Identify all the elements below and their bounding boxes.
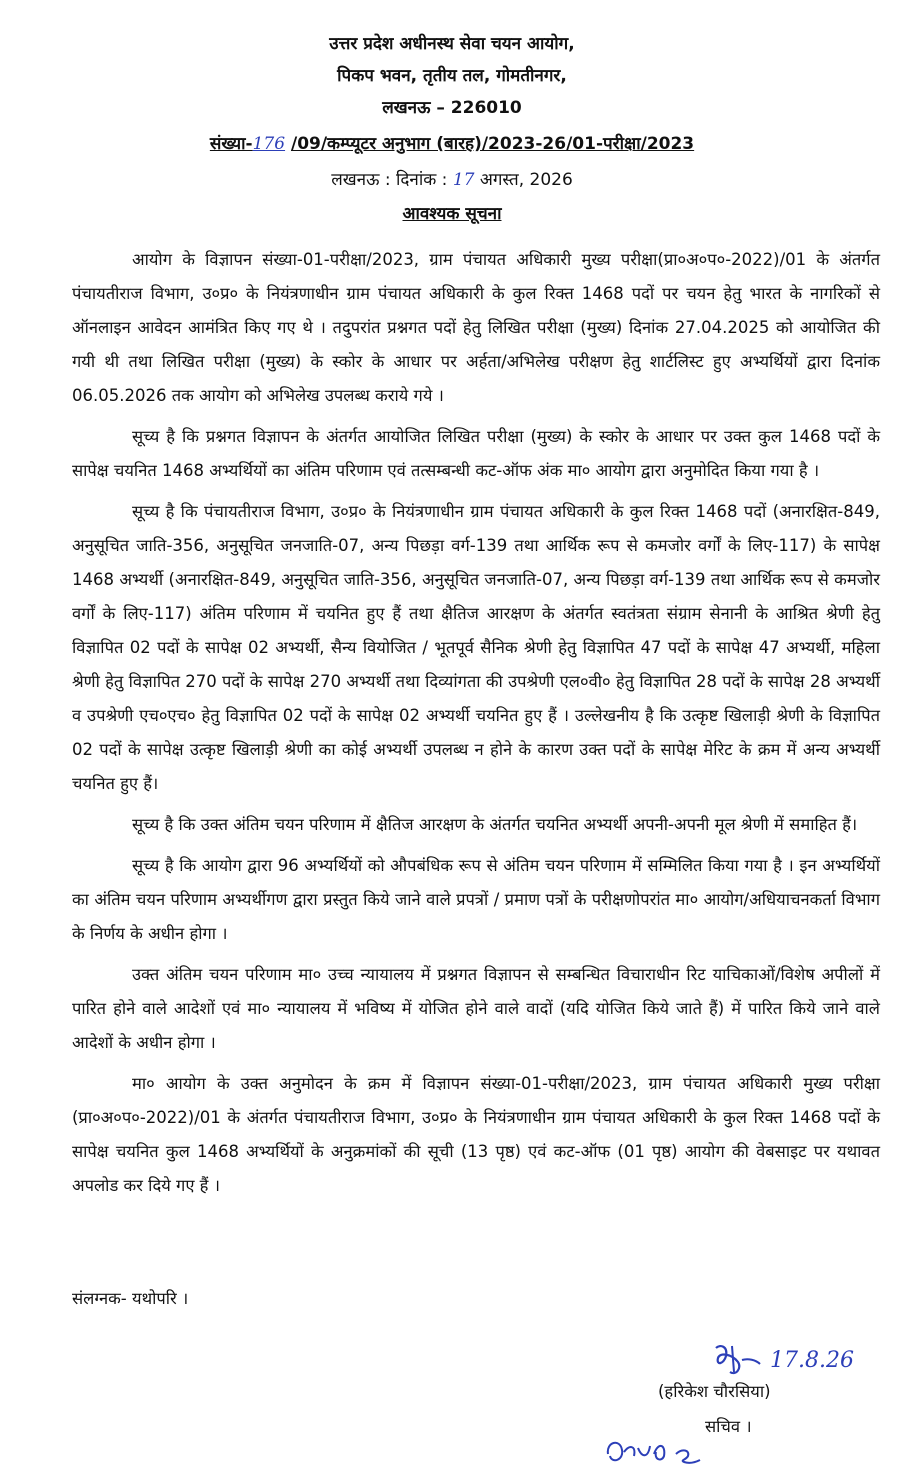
initials-scrawl — [602, 1434, 712, 1468]
signature-date-handwritten: 17.8.26 — [770, 1348, 854, 1373]
letterhead — [0, 28, 904, 124]
paragraph: उक्त अंतिम चयन परिणाम मा० उच्च न्यायालय में प्रश्नगत विज्ञापन से सम्बन्धित विचाराधीन रिट याचिकाओं/विशेष अपीलों में पारित होने वाले आदेशों एवं मा० न्यायालय में भविष्य में योजित होने वाले वादों (यदि योजित किये जाते हैं) में पारित किये जाने वाले आदेशों के अधीन होगा । — [72, 965, 880, 1052]
signatory-name: (हरिकेश चौरसिया) — [658, 1382, 771, 1401]
paragraph: सूच्य है कि पंचायतीराज विभाग, उ०प्र० के नियंत्रणाधीन ग्राम पंचायत अधिकारी के कुल रिक्त 1468 पदों (अनारक्षित-849, अनुसूचित जाति-356, अनुसूचित जनजाति-07, अन्य पिछड़ा वर्ग-139 तथा आर्थिक रूप से कमजोर वर्गों के लिए-117) के सापेक्ष 1468 अभ्यर्थी (अनारक्षित-849, अनुसूचित जाति-356, अनुसूचित जनजाति-07, अन्य पिछड़ा वर्ग-139 तथा आर्थिक रूप से कमजोर वर्गों के लिए-117) अंतिम परिणाम में चयनित हुए हैं तथा क्षैतिज आरक्षण के अंतर्गत स्वतंत्रता संग्राम सेनानी के आश्रित श्रेणी हेतु विज्ञापित 02 पदों के सापेक्ष 02 अभ्यर्थी, सैन्य वियोजित / भूतपूर्व सैनिक श्रेणी हेतु विज्ञापित 47 पदों के सापेक्ष 47 अभ्यर्थी, महिला श्रेणी हेतु विज्ञापित 270 पदों के सापेक्ष 270 अभ्यर्थी तथा दिव्यांगता की उपश्रेणी एल०वी० हेतु विज्ञापित 28 पदों के सापेक्ष 28 अभ्यर्थी व उपश्रेणी एच०एच० हेतु विज्ञापित 02 पदों के सापेक्ष 02 अभ्यर्थी चयनित हुए हैं । उल्लेखनीय है कि उत्कृष्ट खिलाड़ी श्रेणी के विज्ञापित 02 पदों के सापेक्ष उत्कृष्ट खिलाड़ी श्रेणी का कोई अभ्यर्थी उपलब्ध न होने के कारण उक्त पदों के सापेक्ष मेरिट के क्रम में अन्य अभ्यर्थी चयनित हुए हैं। — [72, 502, 880, 793]
paragraph: मा० आयोग के उक्त अनुमोदन के क्रम में विज्ञापन संख्या-01-परीक्षा/2023, ग्राम पंचायत अधिकारी मुख्य परीक्षा (प्रा०अ०प०-2022)/01 के अंतर्गत पंचायतीराज विभाग, उ०प्र० के नियंत्रणाधीन ग्राम पंचायत अधिकारी के कुल रिक्त 1468 पदों के सापेक्ष चयनित कुल 1468 अभ्यर्थियों के अनुक्रमांकों की सूची (13 पृष्ठ) एवं कट-ऑफ (01 पृष्ठ) आयोग की वेबसाइट पर यथावत अपलोड कर दिये गए हैं । — [72, 1074, 880, 1195]
date-suffix: अगस्त, 2026 — [479, 170, 573, 190]
letterhead-address: पिकप भवन, तृतीय तल, गोमतीनगर, — [337, 66, 567, 86]
reference-number — [0, 131, 904, 154]
paragraph: आयोग के विज्ञापन संख्या-01-परीक्षा/2023, ग्राम पंचायत अधिकारी मुख्य परीक्षा(प्रा०अ०प०-2022)/01 के अंतर्गत पंचायतीराज विभाग, उ०प्र० के नियंत्रणाधीन ग्राम पंचायत अधिकारी के कुल रिक्त 1468 पदों पर चयन हेतु भारत के नागरिकों से ऑनलाइन आवेदन आमंत्रित किए गए थे । तदुपरांत प्रश्नगत पदों हेतु लिखित परीक्षा (मुख्य) दिनांक 27.04.2025 को आयोजित की गयी थी तथा लिखित परीक्षा (मुख्य) के स्कोर के आधार पर अर्हता/अभिलेख परीक्षण हेतु शार्टलिस्ट हुए अभ्यर्थियों द्वारा दिनांक 06.05.2026 तक आयोग को अभिलेख उपलब्ध कराये गये । — [72, 250, 880, 405]
notice-body — [72, 243, 880, 1210]
date-day-handwritten: 17 — [452, 170, 475, 190]
date-line — [0, 167, 904, 190]
signatory-designation: सचिव । — [705, 1417, 752, 1436]
date-prefix: लखनऊ : दिनांक : — [331, 170, 448, 190]
letterhead-org-name: उत्तर प्रदेश अधीनस्थ सेवा चयन आयोग, — [329, 34, 575, 54]
reference-suffix: /09/कम्प्यूटर अनुभाग (बारह)/2023-26/01-परीक्षा/2023 — [290, 134, 695, 154]
reference-number-handwritten: 176 — [252, 134, 286, 154]
paragraph: सूच्य है कि उक्त अंतिम चयन परिणाम में क्षैतिज आरक्षण के अंतर्गत चयनित अभ्यर्थी अपनी-अपनी मूल श्रेणी में समाहित हैं। — [132, 815, 858, 834]
signature-scrawl — [712, 1342, 764, 1382]
reference-prefix: संख्या- — [209, 134, 253, 154]
attachment-note: संलग्नक- यथोपरि । — [72, 1289, 189, 1308]
paragraph: सूच्य है कि आयोग द्वारा 96 अभ्यर्थियों को औपबंधिक रूप से अंतिम चयन परिणाम में सम्मिलित किया गया है । इन अभ्यर्थियों का अंतिम चयन परिणाम अभ्यर्थीगण द्वारा प्रस्तुत किये जाने वाले प्रपत्रों / प्रमाण पत्रों के परीक्षणोपरांत मा० आयोग/अधियाचनकर्ता विभाग के निर्णय के अधीन होगा । — [72, 856, 880, 943]
notice-title: आवश्यक सूचना — [402, 204, 502, 224]
paragraph: सूच्य है कि प्रश्नगत विज्ञापन के अंतर्गत आयोजित लिखित परीक्षा (मुख्य) के स्कोर के आधार पर उक्त कुल 1468 पदों के सापेक्ष चयनित 1468 अभ्यर्थियों का अंतिम परिणाम एवं तत्सम्बन्धी कट-ऑफ अंक मा० आयोग द्वारा अनुमोदित किया गया है । — [72, 427, 880, 480]
letterhead-city-pin: लखनऊ – 226010 — [382, 98, 522, 118]
